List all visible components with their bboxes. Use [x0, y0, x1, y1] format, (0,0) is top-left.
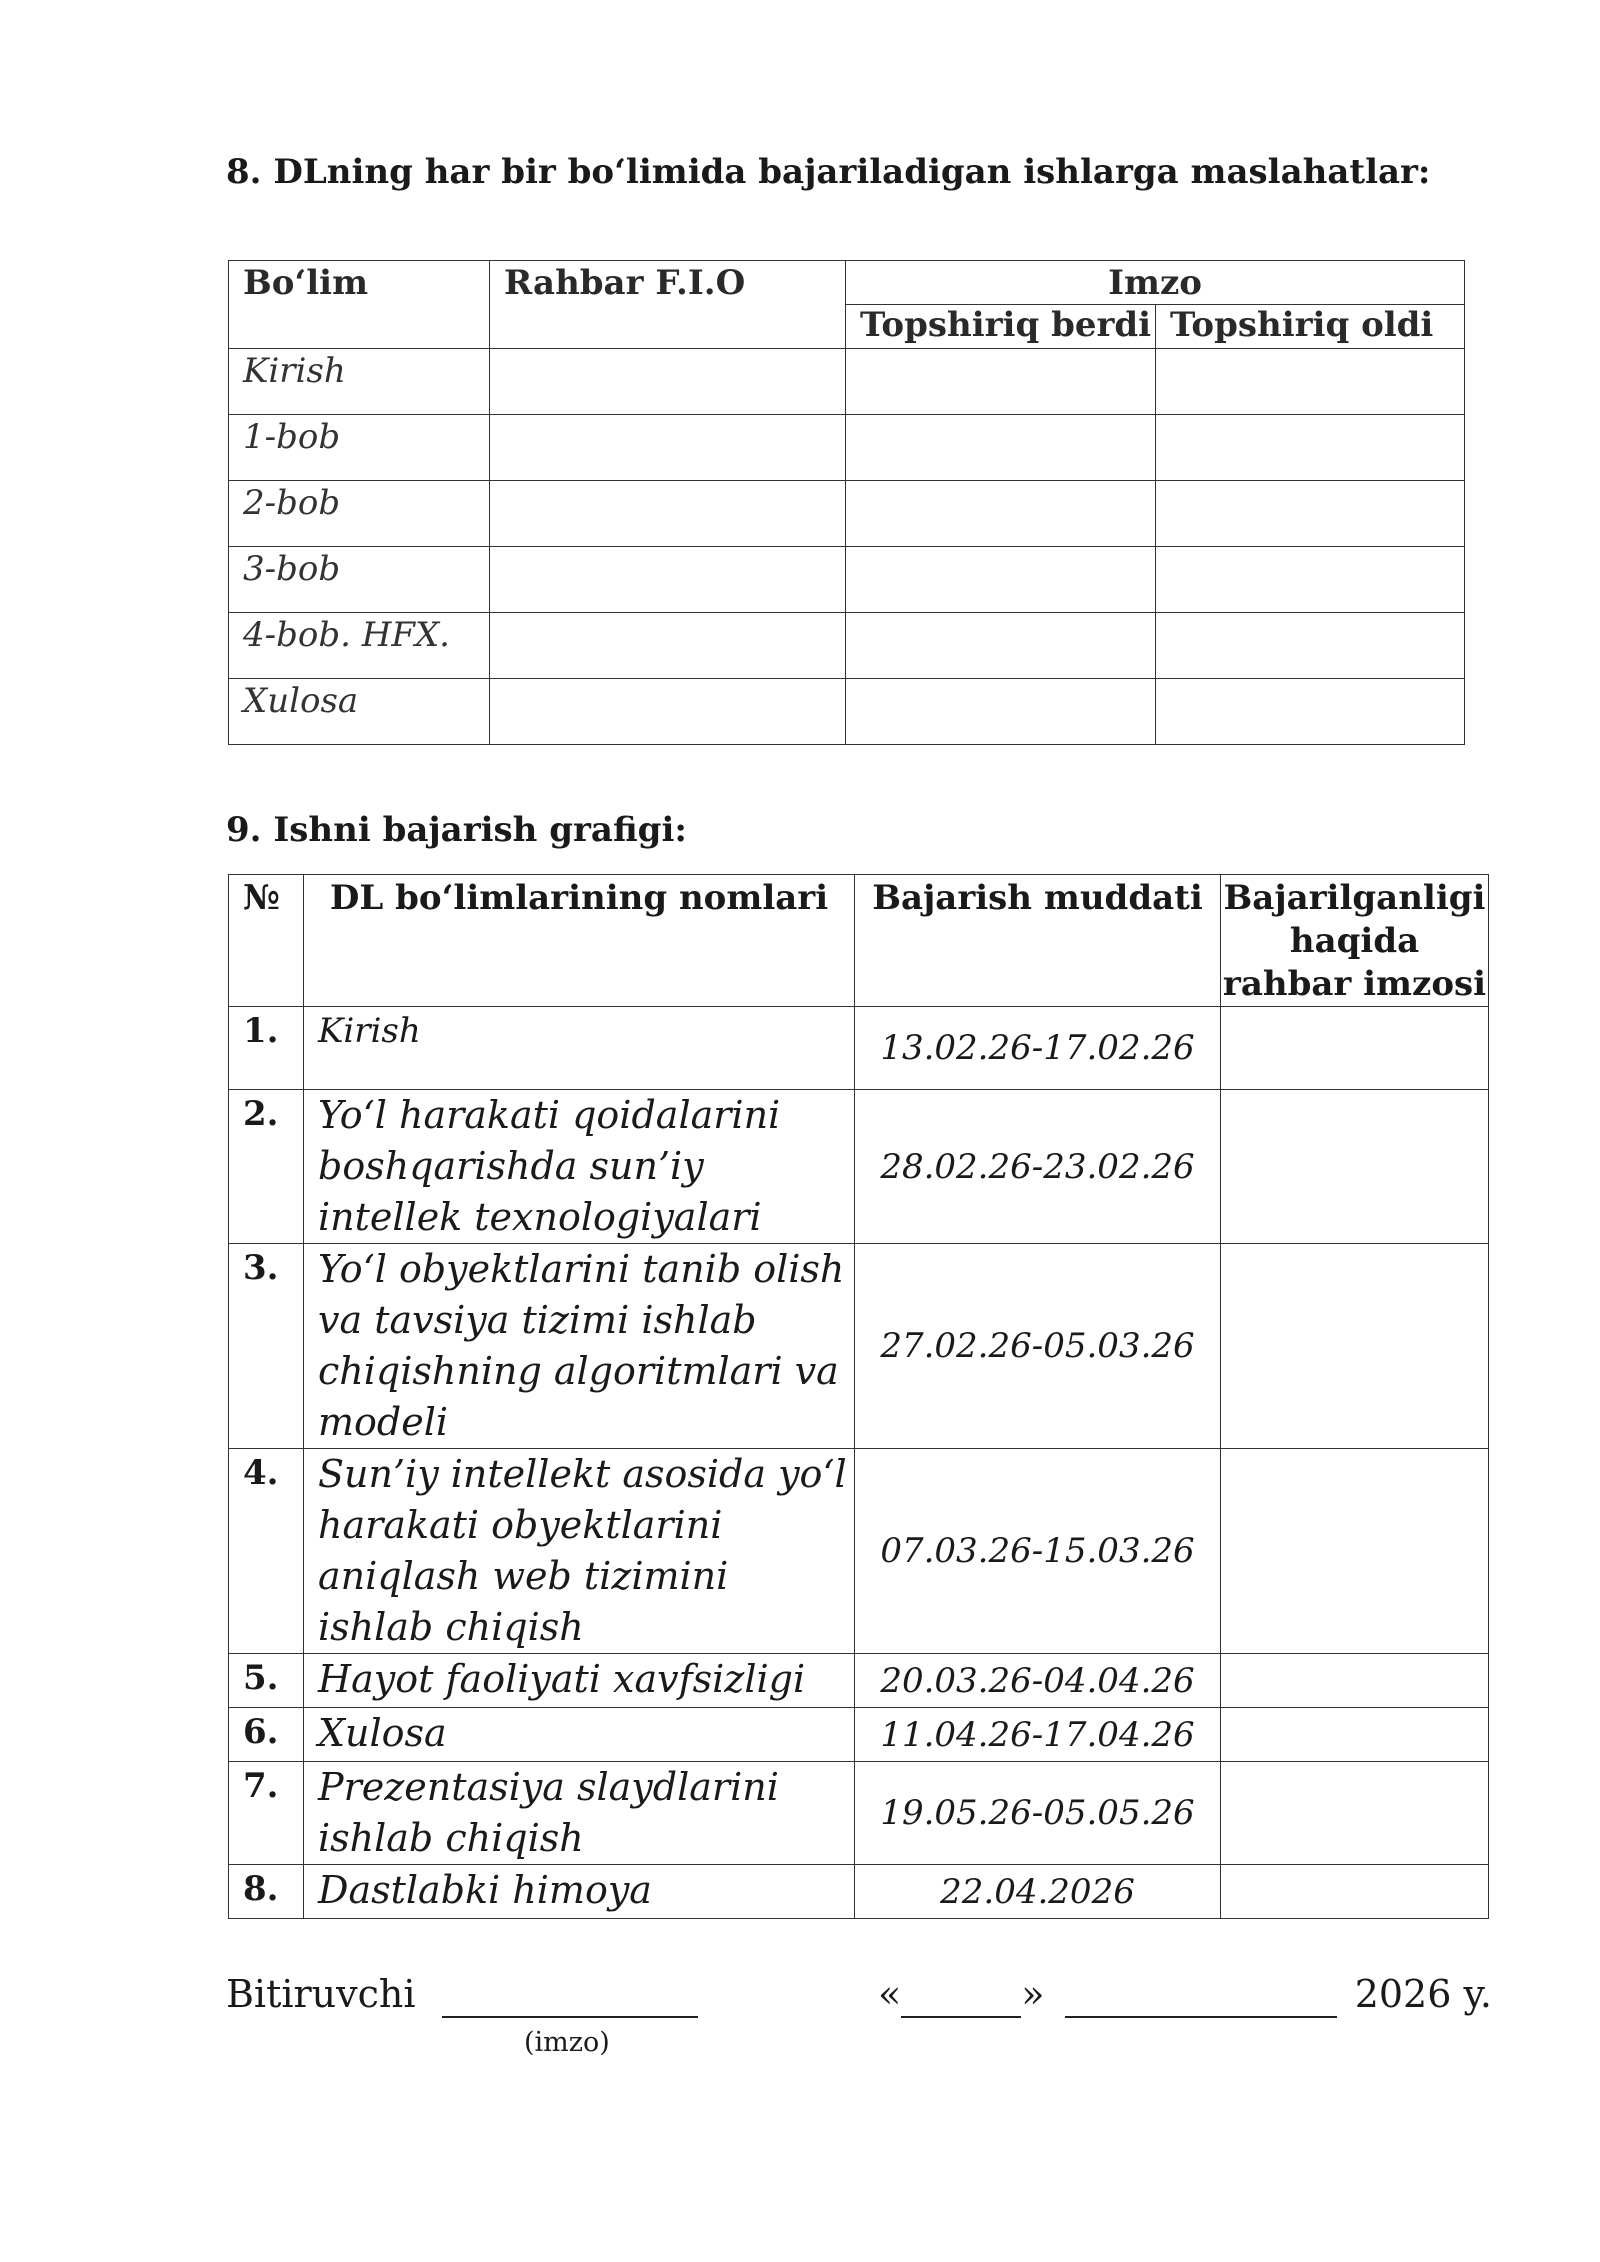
rahbar-cell [490, 481, 846, 547]
section-cell [229, 679, 490, 745]
rahbar-cell [490, 415, 846, 481]
header-supervisor-signature: Bajarilganligi haqida rahbar imzosi [1221, 875, 1489, 1007]
graduate-signature-line [226, 1972, 698, 2018]
row-section-name: Sun’iy intellekt asosida yo‘l harakati obyektlarini aniqlash web tizimini ishlab chiqish [304, 1449, 855, 1654]
section-cell [229, 349, 490, 415]
section-cell [229, 613, 490, 679]
schedule-table [228, 874, 1489, 1919]
row-signature-cell [1221, 1654, 1489, 1708]
berdi-cell [846, 679, 1156, 745]
row-number: 7. [229, 1762, 304, 1865]
section-cell [229, 415, 490, 481]
section-label: Xulosa [243, 681, 359, 721]
header-rahbar: Rahbar F.I.O [490, 261, 846, 349]
row-deadline: 27.02.26-05.03.26 [855, 1244, 1221, 1449]
header-imzo: Imzo [846, 261, 1465, 305]
year-label: 2026 y. [1354, 1972, 1492, 2016]
oldi-cell [1156, 481, 1465, 547]
row-number: 1. [229, 1007, 304, 1090]
section-cell [229, 481, 490, 547]
section-label: 1-bob [243, 417, 341, 457]
row-section-name: Dastlabki himoya [304, 1865, 855, 1919]
section-8-heading: 8. DLning har bir bo‘limida bajariladigan ishlarga maslahatlar: [226, 152, 1431, 192]
header-deadline: Bajarish muddati [855, 875, 1221, 1007]
oldi-cell [1156, 679, 1465, 745]
month-blank [1065, 1972, 1337, 2018]
rahbar-cell [490, 547, 846, 613]
header-bolim: Bo‘lim [229, 261, 490, 349]
row-section-name: Yo‘l obyektlarini tanib olish va tavsiya tizimi ishlab chiqishning algoritmlari va modeli [304, 1244, 855, 1449]
oldi-cell [1156, 415, 1465, 481]
header-topshiriq-berdi: Topshiriq berdi [846, 305, 1156, 349]
quote-open: « [878, 1972, 902, 2016]
berdi-cell [846, 415, 1156, 481]
berdi-cell [846, 547, 1156, 613]
section-label: 2-bob [243, 483, 341, 523]
graduate-signature-blank [442, 1972, 698, 2018]
row-signature-cell [1221, 1244, 1489, 1449]
date-signature-line [878, 1972, 1492, 2018]
berdi-cell [846, 613, 1156, 679]
rahbar-cell [490, 679, 846, 745]
row-signature-cell [1221, 1865, 1489, 1919]
section-9-heading: 9. Ishni bajarish grafigi: [226, 810, 687, 850]
row-signature-cell [1221, 1449, 1489, 1654]
quote-close: » [1021, 1972, 1045, 2016]
row-deadline: 20.03.26-04.04.26 [855, 1654, 1221, 1708]
section-cell [229, 547, 490, 613]
section-label: 3-bob [243, 549, 341, 589]
section-label: 4-bob. HFX. [243, 615, 450, 655]
row-number: 8. [229, 1865, 304, 1919]
header-topshiriq-oldi: Topshiriq oldi [1156, 305, 1465, 349]
oldi-cell [1156, 613, 1465, 679]
graduate-label: Bitiruvchi [226, 1972, 416, 2016]
header-section-names: DL bo‘limlarining nomlari [304, 875, 855, 1007]
row-number: 2. [229, 1090, 304, 1244]
row-signature-cell [1221, 1708, 1489, 1762]
row-signature-cell [1221, 1762, 1489, 1865]
consultation-table [228, 260, 1465, 745]
row-signature-cell [1221, 1007, 1489, 1090]
header-number: № [229, 875, 304, 1007]
row-number: 4. [229, 1449, 304, 1654]
oldi-cell [1156, 547, 1465, 613]
row-number: 6. [229, 1708, 304, 1762]
row-number: 3. [229, 1244, 304, 1449]
rahbar-cell [490, 613, 846, 679]
berdi-cell [846, 481, 1156, 547]
row-section-name: Hayot faoliyati xavfsizligi [304, 1654, 855, 1708]
row-deadline: 22.04.2026 [855, 1865, 1221, 1919]
section-label: Kirish [243, 351, 346, 391]
oldi-cell [1156, 349, 1465, 415]
row-deadline: 07.03.26-15.03.26 [855, 1449, 1221, 1654]
row-section-name: Prezentasiya slaydlarini ishlab chiqish [304, 1762, 855, 1865]
row-signature-cell [1221, 1090, 1489, 1244]
berdi-cell [846, 349, 1156, 415]
day-blank [901, 1972, 1021, 2018]
rahbar-cell [490, 349, 846, 415]
row-section-name: Xulosa [304, 1708, 855, 1762]
row-deadline: 28.02.26-23.02.26 [855, 1090, 1221, 1244]
row-deadline: 19.05.26-05.05.26 [855, 1762, 1221, 1865]
row-number: 5. [229, 1654, 304, 1708]
row-deadline: 11.04.26-17.04.26 [855, 1708, 1221, 1762]
row-deadline: 13.02.26-17.02.26 [855, 1007, 1221, 1090]
row-section-name: Yo‘l harakati qoidalarini boshqarishda sun’iy intellek texnologiyalari [304, 1090, 855, 1244]
row-section-name: Kirish [304, 1007, 855, 1090]
imzo-caption: (imzo) [524, 2027, 610, 2058]
